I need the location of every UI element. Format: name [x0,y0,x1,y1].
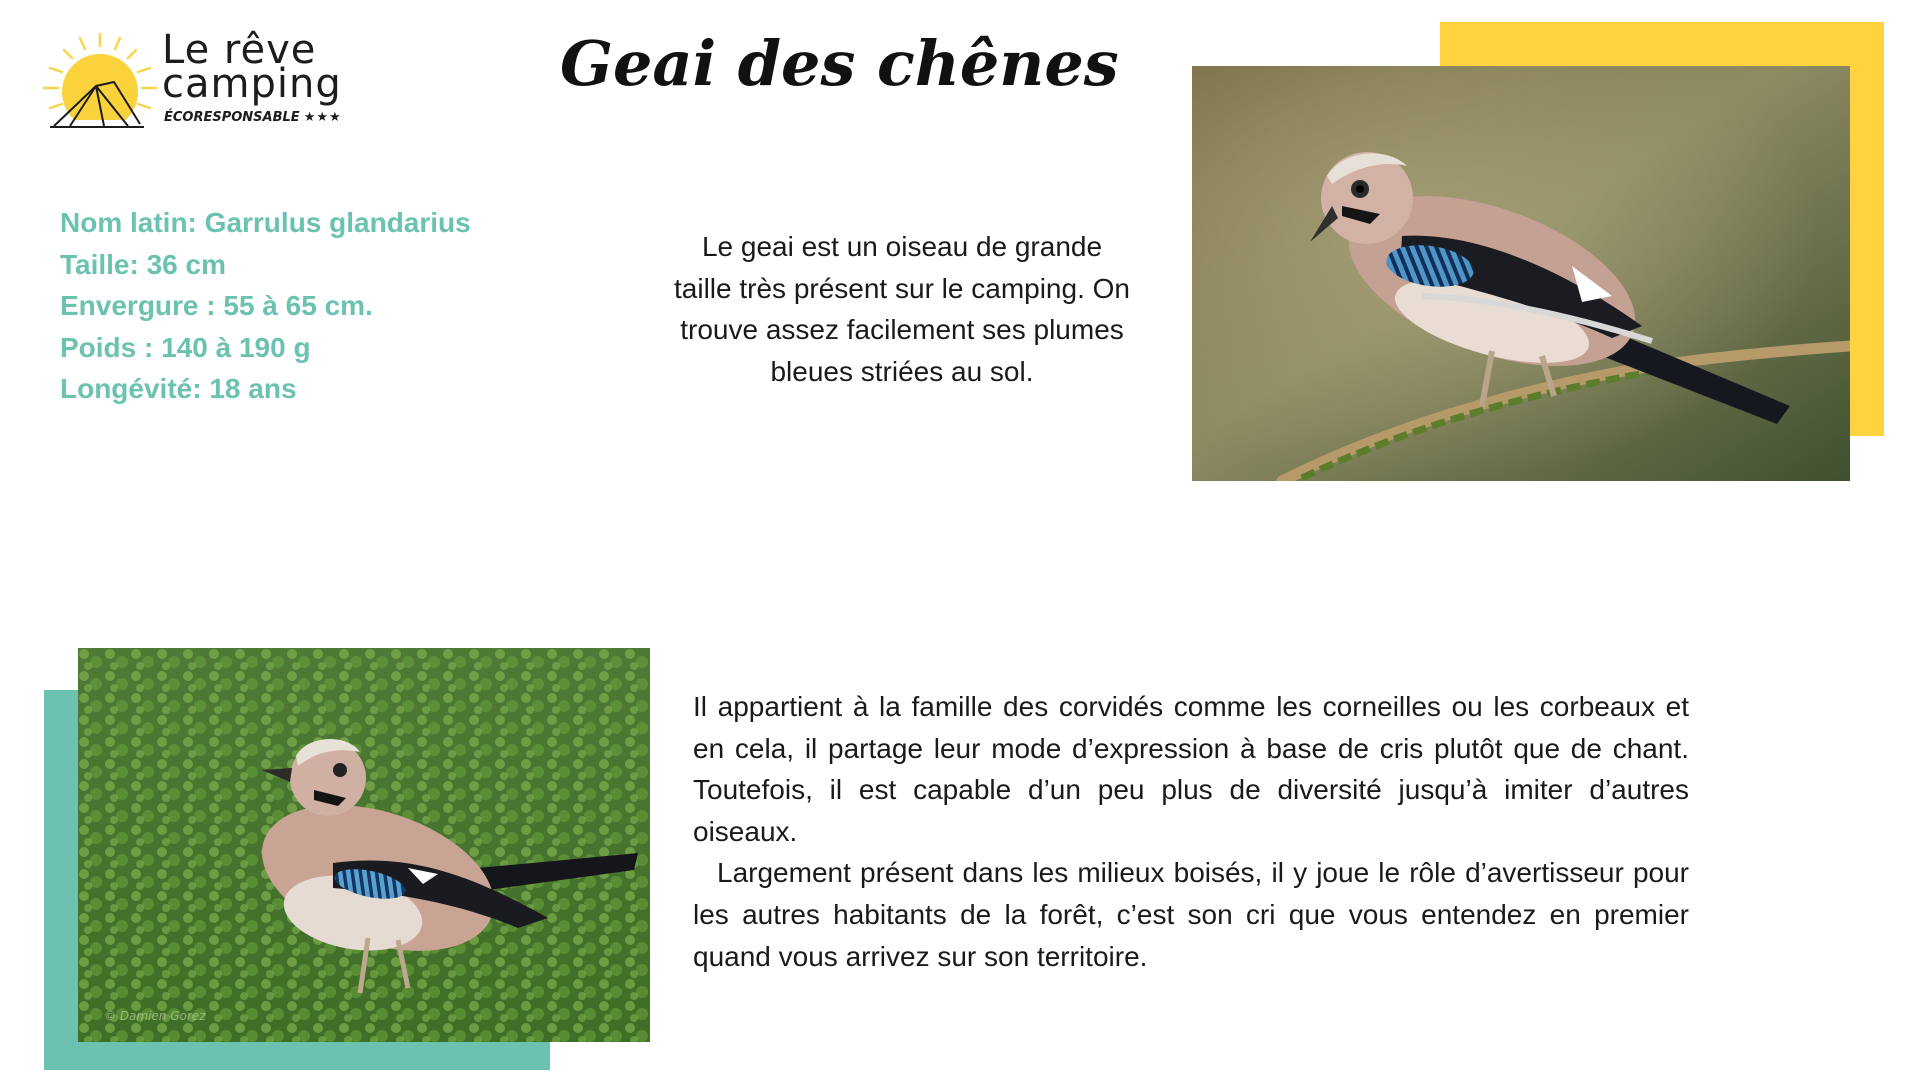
intro-paragraph: Le geai est un oiseau de grande taille très présent sur le camping. On trouve assez facilement ses plumes bleues striées au sol. [674,231,1130,387]
logo-title-line1: Le rêve [162,27,317,73]
fact-wingspan: Envergure : 55 à 65 cm. [60,290,373,321]
jay-ground-photo [78,648,650,1042]
logo-tagline-text: ÉCORESPONSABLE [164,110,300,125]
page-title: Geai des chênes [560,27,1119,100]
description-paragraph-2: Largement présent dans les milieux boisés, il y joue le rôle d’avertisseur pour les autres habitants de la forêt, c’est son cri que vous entendez en premier quand vous arrivez sur son territoire. [693,857,1689,972]
fact-weight: Poids : 140 à 190 g [60,331,311,363]
logo-title-line2: camping [162,61,342,107]
logo-stars: ★★★ [303,110,342,125]
jay-perched-photo [1192,66,1850,481]
facts-list [60,202,620,410]
description-text [693,686,1689,977]
logo-tagline [164,110,342,125]
fact-longevity: Longévité: 18 ans [60,373,297,404]
fact-latin-name: Nom latin: Garrulus glandarius [60,207,471,238]
description-paragraph-1: Il appartient à la famille des corvidés comme les corneilles ou les corbeaux et en cela, il partage leur mode d’expression à base de cris plutôt que de chant. Toutefois, il est capable d’un peu plus de diversité jusqu’à imiter d’autres oiseaux. [693,691,1689,847]
fact-size: Taille: 36 cm [60,248,227,280]
sun-tent-icon [40,28,168,132]
photo-credit: © Damien Gorez [104,1009,206,1023]
logo [40,28,360,132]
